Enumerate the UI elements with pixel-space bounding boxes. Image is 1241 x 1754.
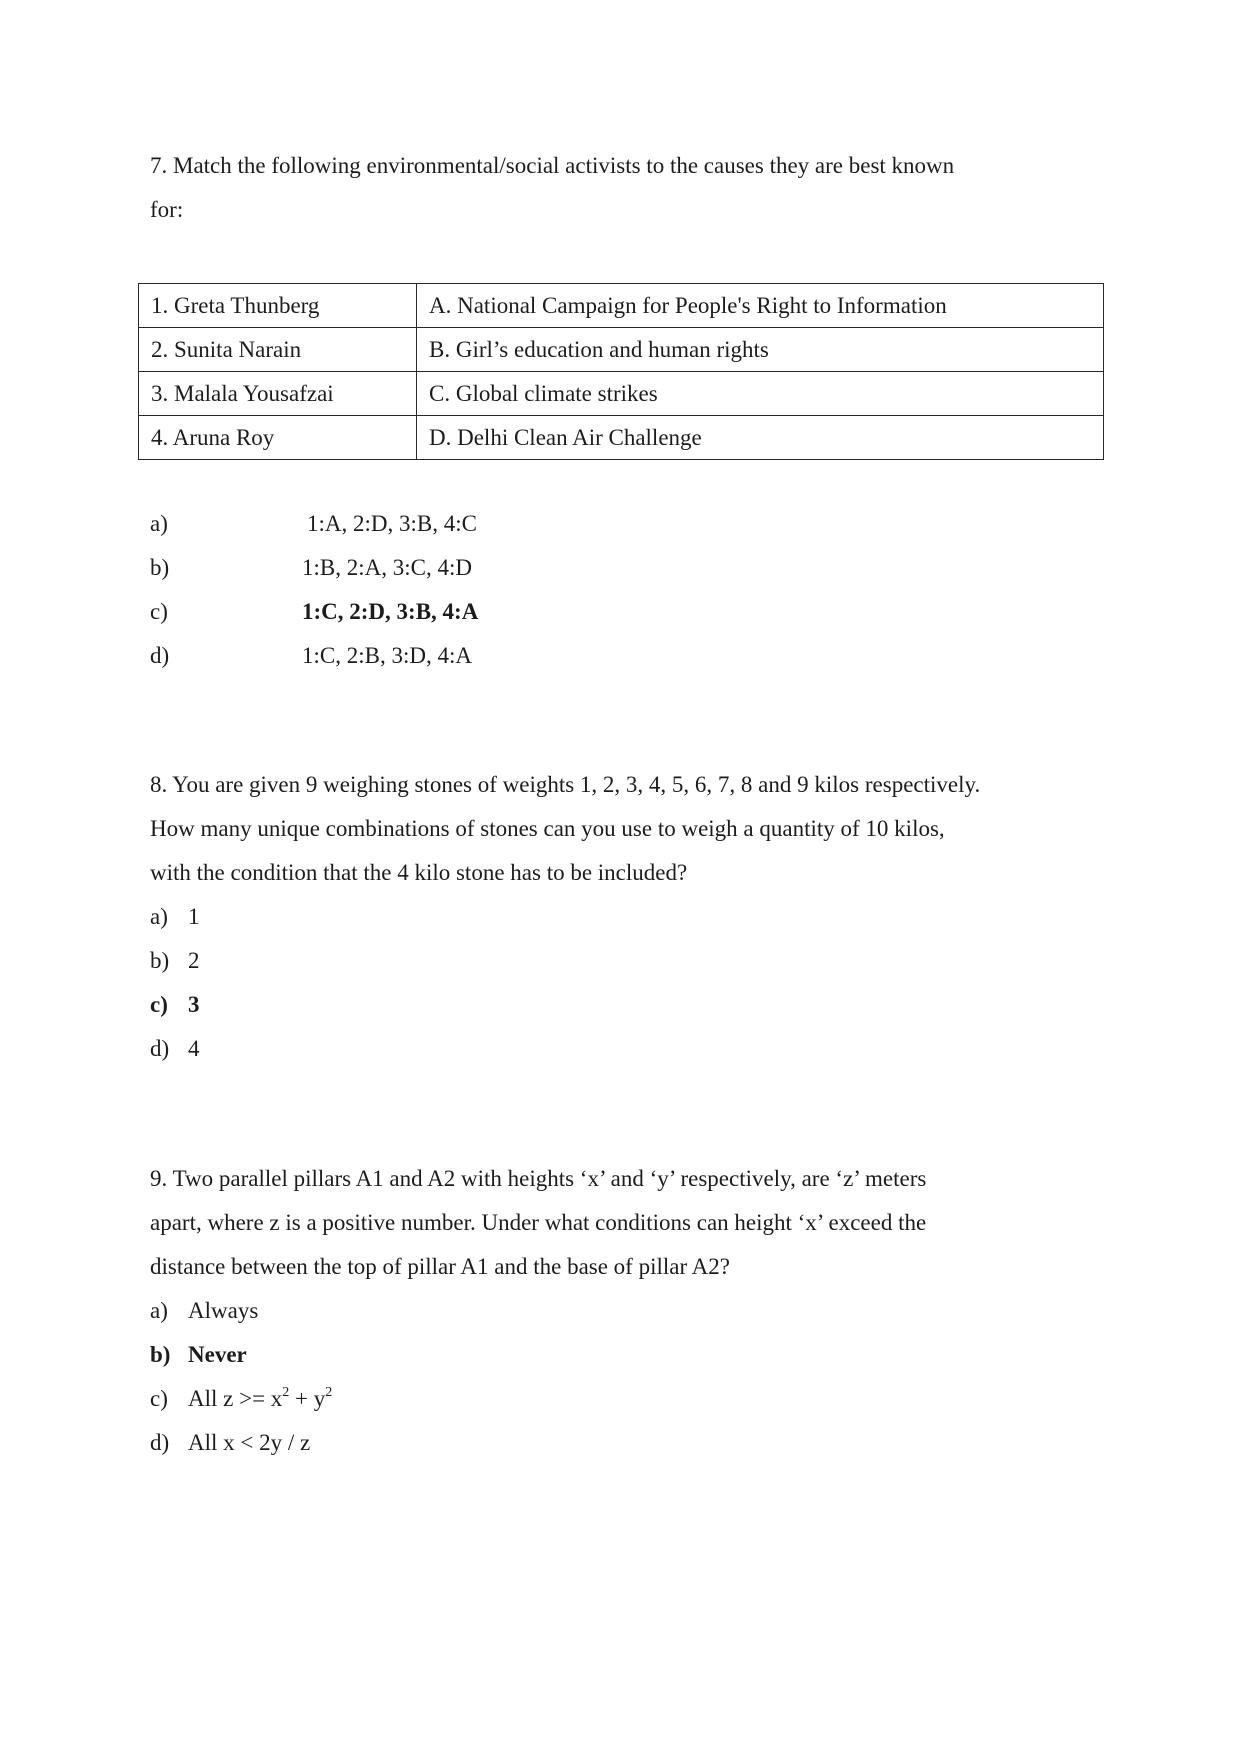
question-9-line-2: apart, where z is a positive number. Under what conditions can height ‘x’ exceed the [150,1210,927,1235]
option-value-mid: + y [289,1386,326,1411]
option-value: 4 [188,1036,200,1061]
table-cell-activist: 3. Malala Yousafzai [139,372,417,416]
table-cell-activist: 2. Sunita Narain [139,328,417,372]
superscript: 2 [282,1385,290,1401]
option-value-correct: 1:C, 2:D, 3:B, 4:A [302,599,479,624]
question-8-text [150,763,1100,895]
table-cell-cause: D. Delhi Clean Air Challenge [417,416,1104,460]
option-letter: d) [150,1430,170,1455]
question-9-option-c [150,1377,333,1421]
question-7-option-b [150,546,472,590]
option-value: All x < 2y / z [188,1430,311,1455]
table-cell-cause: A. National Campaign for People's Right to Information [417,284,1104,328]
question-7-option-a [150,502,477,546]
table-cell-cause: C. Global climate strikes [417,372,1104,416]
matching-table [138,283,1104,460]
option-letter: d) [150,643,170,668]
question-9-line-3: distance between the top of pillar A1 and the base of pillar A2? [150,1254,730,1279]
table-cell-activist: 4. Aruna Roy [139,416,417,460]
question-7-line-1: 7. Match the following environmental/social activists to the causes they are best known [150,153,955,178]
option-value: 1:B, 2:A, 3:C, 4:D [302,555,472,580]
table-cell-activist: 1. Greta Thunberg [139,284,417,328]
question-8-option-a [150,895,200,939]
table-row [139,328,1104,372]
table-cell-cause: B. Girl’s education and human rights [417,328,1104,372]
question-9-option-d [150,1421,311,1465]
option-letter: c) [150,599,168,624]
option-value: 2 [188,948,200,973]
question-9-option-a [150,1289,259,1333]
question-8-line-3: with the condition that the 4 kilo stone has to be included? [150,860,688,885]
table-row [139,372,1104,416]
question-9-text [150,1157,1100,1289]
option-value-prefix: All z >= x [188,1386,283,1411]
question-7-text [150,144,1100,232]
option-letter: a) [150,511,168,536]
table-row [139,416,1104,460]
question-9-line-1: 9. Two parallel pillars A1 and A2 with heights ‘x’ and ‘y’ respectively, are ‘z’ meters [150,1166,927,1191]
option-letter: b) [150,555,170,580]
option-value: 1 [188,904,200,929]
superscript: 2 [325,1385,333,1401]
option-value: Always [188,1298,259,1323]
option-letter: c) [150,1386,168,1411]
option-value: 1:C, 2:B, 3:D, 4:A [302,643,472,668]
option-value [188,1377,332,1421]
question-9-option-b [150,1333,247,1377]
option-letter: d) [150,1036,170,1061]
question-8-option-b [150,939,200,983]
option-value-correct: Never [188,1342,247,1367]
question-8-option-c [150,983,200,1027]
question-7-line-2: for: [150,197,184,222]
question-7-option-c [150,590,479,634]
option-letter: b) [150,1342,171,1367]
option-letter: c) [150,992,168,1017]
option-value: 1:A, 2:D, 3:B, 4:C [307,511,477,536]
question-8-line-2: How many unique combinations of stones can you use to weigh a quantity of 10 kilos, [150,816,945,841]
option-letter: b) [150,948,170,973]
option-value-correct: 3 [188,992,200,1017]
option-letter: a) [150,904,168,929]
question-8-option-d [150,1027,200,1071]
question-7-option-d [150,634,472,678]
table-row [139,284,1104,328]
question-8-line-1: 8. You are given 9 weighing stones of weights 1, 2, 3, 4, 5, 6, 7, 8 and 9 kilos respectively. [150,772,981,797]
option-letter: a) [150,1298,168,1323]
